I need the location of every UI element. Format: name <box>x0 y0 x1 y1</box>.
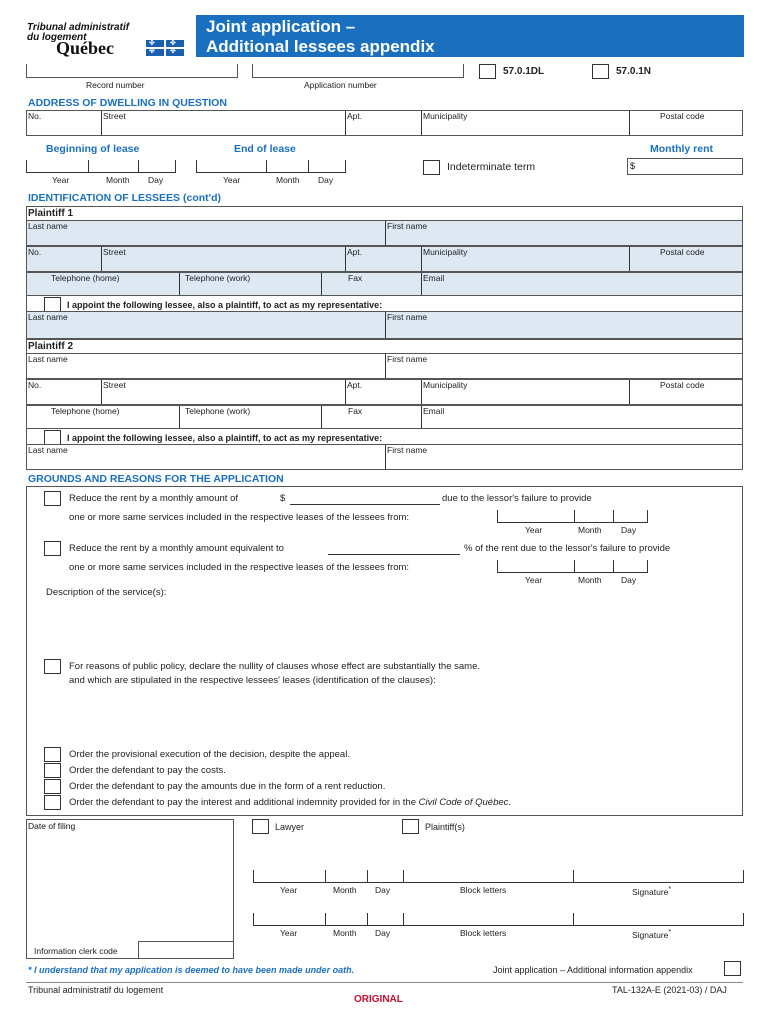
org-line2: du logement <box>27 32 87 43</box>
grounds-heading: GROUNDS AND REASONS FOR THE APPLICATION <box>28 473 284 485</box>
checkbox-57-0-1dl[interactable] <box>479 64 496 79</box>
signature-row-2[interactable] <box>253 912 744 926</box>
lawyer-checkbox[interactable] <box>252 819 269 834</box>
services-from-2-year: Year <box>525 575 543 585</box>
info-clerk-code-field[interactable] <box>138 941 234 959</box>
pay-interest-text-a: Order the defendant to pay the interest and additional indemnity provided for in the <box>69 797 416 808</box>
address-apt-field[interactable]: Apt. <box>347 111 363 121</box>
record-number-field[interactable] <box>26 64 238 78</box>
pay-interest-text <box>69 797 511 808</box>
address-heading: ADDRESS OF DWELLING IN QUESTION <box>28 97 227 109</box>
signature-1-block-letters: Block letters <box>460 885 507 895</box>
reduce-rent-percent-checkbox[interactable] <box>44 541 61 556</box>
plaintiff2-contact-row <box>26 405 743 429</box>
label-57-0-1dl: 57.0.1DL <box>503 66 545 77</box>
plaintiff1-appoint-checkbox[interactable] <box>44 297 61 312</box>
signature-2-label <box>632 928 671 940</box>
info-clerk-code-label: Information clerk code <box>34 946 118 956</box>
plaintiff2-email-field[interactable]: Email <box>423 406 445 416</box>
plaintiff2-municipality-field[interactable]: Municipality <box>423 380 468 390</box>
plaintiff2-address-row <box>26 379 743 405</box>
reduce-rent-amount-dollar: $ <box>280 493 286 504</box>
monthly-rent-dollar: $ <box>630 161 636 171</box>
plaintiff1-email-field[interactable]: Email <box>423 273 445 283</box>
reduce-rent-amount-checkbox[interactable] <box>44 491 61 506</box>
plaintiff1-no-field[interactable]: No. <box>28 247 42 257</box>
reduce-rent-amount-field[interactable] <box>290 504 440 505</box>
plaintiff2-rep-last-name-field[interactable]: Last name <box>28 445 68 455</box>
begin-day-label: Day <box>148 175 164 185</box>
plaintiff2-name-row <box>26 353 743 379</box>
monthly-rent-label: Monthly rent <box>650 143 713 155</box>
address-postal-field[interactable]: Postal code <box>660 111 705 121</box>
plaintiff2-appoint-checkbox[interactable] <box>44 430 61 445</box>
signature-1-month: Month <box>333 885 357 895</box>
fleur-de-lis-flag-icon: ✤ ✤ ✤ ✤ <box>146 40 184 56</box>
title-line2: Additional lessees appendix <box>206 37 435 56</box>
provisional-execution-text: Order the provisional execution of the decision, despite the appeal. <box>69 749 350 760</box>
public-policy-checkbox[interactable] <box>44 659 61 674</box>
signature-2-block-letters: Block letters <box>460 928 507 938</box>
beginning-of-lease-label: Beginning of lease <box>46 143 140 155</box>
address-street-field[interactable]: Street <box>103 111 126 121</box>
plaintiff1-tel-home-field[interactable]: Telephone (home) <box>51 273 120 283</box>
appendix-checkbox[interactable] <box>724 961 741 976</box>
end-day-label: Day <box>318 175 334 185</box>
plaintiff1-tel-work-field[interactable]: Telephone (work) <box>185 273 251 283</box>
description-of-services-label: Description of the service(s): <box>46 587 167 598</box>
plaintiff2-appoint-label: I appoint the following lessee, also a plaintiff, to act as my representative: <box>67 433 383 443</box>
footer-original: ORIGINAL <box>354 994 403 1005</box>
title-banner <box>196 15 744 57</box>
signature-2-asterisk: * <box>668 928 672 936</box>
signature-2-year: Year <box>280 928 298 938</box>
plaintiff1-rep-row <box>26 311 743 339</box>
plaintiff1-contact-row <box>26 272 743 296</box>
plaintiff1-postal-field[interactable]: Postal code <box>660 247 705 257</box>
plaintiff1-street-field[interactable]: Street <box>103 247 126 257</box>
quebec-wordmark: Québec <box>56 38 114 58</box>
description-of-services-field[interactable] <box>46 600 736 655</box>
plaintiff1-fax-field[interactable]: Fax <box>348 273 363 283</box>
plaintiff2-first-name-field[interactable]: First name <box>387 354 428 364</box>
end-year-label: Year <box>223 175 241 185</box>
address-municipality-field[interactable]: Municipality <box>423 111 468 121</box>
services-from-1-day: Day <box>621 525 637 535</box>
pay-interest-checkbox[interactable] <box>44 795 61 810</box>
appendix-label: Joint application – Additional information appendix <box>493 965 693 975</box>
title-line1: Joint application – <box>206 17 356 36</box>
application-number-label: Application number <box>304 80 377 90</box>
services-from-date-2[interactable] <box>497 560 648 573</box>
signature-2-text: Signature <box>632 929 669 940</box>
signature-1-day: Day <box>375 885 391 895</box>
plaintiff1-first-name-field[interactable]: First name <box>387 221 428 231</box>
footer-form-code: TAL-132A-E (2021-03) / DAJ <box>612 985 727 995</box>
plaintiff1-last-name-field[interactable]: Last name <box>28 221 68 231</box>
services-from-2-month: Month <box>578 575 602 585</box>
org-line1: Tribunal administratif <box>27 22 130 33</box>
indeterminate-term-label: Indeterminate term <box>447 161 536 173</box>
plaintiff2-no-field[interactable]: No. <box>28 380 42 390</box>
monthly-rent-field[interactable] <box>627 158 743 175</box>
end-of-lease-date[interactable] <box>196 160 346 173</box>
application-number-field[interactable] <box>252 64 464 78</box>
signature-1-label <box>632 885 671 897</box>
services-from-date-1[interactable] <box>497 510 648 523</box>
lawyer-label: Lawyer <box>275 822 305 832</box>
plaintiff1-rep-last-name-field[interactable]: Last name <box>28 312 68 322</box>
checkbox-57-0-1n[interactable] <box>592 64 609 79</box>
oath-statement: * I understand that my application is deemed to have been made under oath. <box>28 965 355 975</box>
provisional-execution-checkbox[interactable] <box>44 747 61 762</box>
footer-org: Tribunal administratif du logement <box>28 985 164 995</box>
pay-amounts-checkbox[interactable] <box>44 779 61 794</box>
plaintiffs-checkbox[interactable] <box>402 819 419 834</box>
services-from-1-year: Year <box>525 525 543 535</box>
plaintiff2-street-field[interactable]: Street <box>103 380 126 390</box>
plaintiff1-apt-field[interactable]: Apt. <box>347 247 363 257</box>
begin-year-label: Year <box>52 175 70 185</box>
civil-code-reference: Civil Code of Québec <box>418 797 509 808</box>
plaintiff2-postal-field[interactable]: Postal code <box>660 380 705 390</box>
signature-1-year: Year <box>280 885 298 895</box>
public-policy-text-2: and which are stipulated in the respective lessees' leases (identification of the clauses): <box>69 675 436 686</box>
pay-costs-checkbox[interactable] <box>44 763 61 778</box>
signature-1-asterisk: * <box>668 885 672 893</box>
address-no-field[interactable]: No. <box>28 111 42 121</box>
quebec-logo <box>56 40 186 58</box>
public-policy-text-1: For reasons of public policy, declare the nullity of clauses whose effect are substantially the same. <box>69 661 481 672</box>
services-from-1-month: Month <box>578 525 602 535</box>
plaintiff2-tel-home-field[interactable]: Telephone (home) <box>51 406 120 416</box>
reduce-rent-percent-text: Reduce the rent by a monthly amount equivalent to <box>69 543 284 554</box>
services-from-2-day: Day <box>621 575 637 585</box>
plaintiff1-address-row <box>26 246 743 272</box>
pay-costs-text: Order the defendant to pay the costs. <box>69 765 226 776</box>
beginning-of-lease-date[interactable] <box>26 160 176 173</box>
footer-divider <box>26 982 743 983</box>
end-month-label: Month <box>276 175 300 185</box>
indeterminate-term-checkbox[interactable] <box>423 160 440 175</box>
signature-row-1[interactable] <box>253 869 744 883</box>
date-of-filing-box[interactable] <box>26 819 234 959</box>
services-from-text-2: one or more same services included in the respective leases of the lessees from: <box>69 562 410 573</box>
begin-month-label: Month <box>106 175 130 185</box>
address-row <box>26 110 743 136</box>
reduce-rent-percent-reason: % of the rent due to the lessor's failure to provide <box>464 543 671 554</box>
plaintiff2-title: Plaintiff 2 <box>28 341 74 352</box>
signature-2-month: Month <box>333 928 357 938</box>
plaintiffs-label: Plaintiff(s) <box>425 822 465 832</box>
identification-heading: IDENTIFICATION OF LESSEES (cont'd) <box>28 192 222 204</box>
pay-interest-text-end: . <box>508 797 512 808</box>
services-from-text-1: one or more same services included in the respective leases of the lessees from: <box>69 512 410 523</box>
plaintiff2-rep-first-name-field[interactable]: First name <box>387 445 428 455</box>
plaintiff2-tel-work-field[interactable]: Telephone (work) <box>185 406 251 416</box>
clauses-identification-field[interactable] <box>69 690 734 745</box>
reduce-rent-percent-field[interactable] <box>328 554 460 555</box>
plaintiff1-municipality-field[interactable]: Municipality <box>423 247 468 257</box>
reduce-rent-amount-reason: due to the lessor's failure to provide <box>442 493 592 504</box>
plaintiff2-rep-row <box>26 444 743 470</box>
pay-amounts-text: Order the defendant to pay the amounts due in the form of a rent reduction. <box>69 781 386 792</box>
plaintiff1-appoint-label: I appoint the following lessee, also a plaintiff, to act as my representative: <box>67 300 383 310</box>
record-number-label: Record number <box>86 80 145 90</box>
plaintiff2-last-name-field[interactable]: Last name <box>28 354 68 364</box>
reduce-rent-amount-text: Reduce the rent by a monthly amount of <box>69 493 238 504</box>
date-of-filing-label: Date of filing <box>28 821 76 831</box>
plaintiff2-fax-field[interactable]: Fax <box>348 406 363 416</box>
signature-1-text: Signature <box>632 886 669 897</box>
label-57-0-1n: 57.0.1N <box>616 66 652 77</box>
plaintiff1-title: Plaintiff 1 <box>28 208 74 219</box>
plaintiff2-apt-field[interactable]: Apt. <box>347 380 363 390</box>
plaintiff1-name-row <box>26 220 743 246</box>
end-of-lease-label: End of lease <box>234 143 296 155</box>
plaintiff1-rep-first-name-field[interactable]: First name <box>387 312 428 322</box>
signature-2-day: Day <box>375 928 391 938</box>
